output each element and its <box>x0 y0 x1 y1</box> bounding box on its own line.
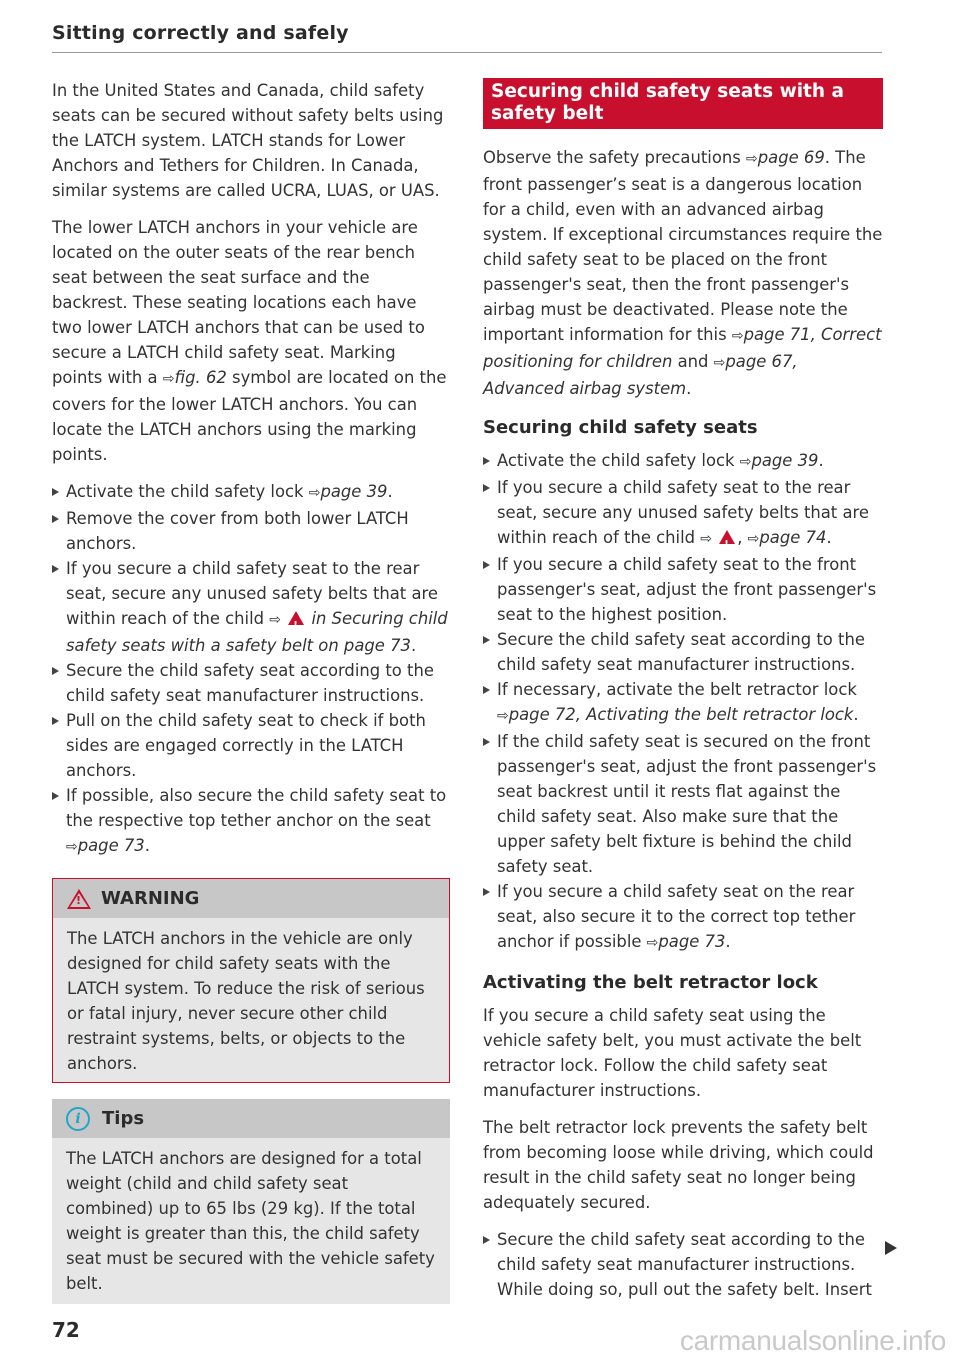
securing-steps-list <box>483 448 883 956</box>
list-item: If possible, also secure the child safety seat to the respective top tether anchor on the seat ⇨page 73. <box>52 783 450 860</box>
intro-paragraph: In the United States and Canada, child safety seats can be secured without safety belts using the LATCH system. LATCH stands for Lower Anchors and Tethers for Children. In Canada, similar systems are called UCRA, LUAS, or UAS. <box>52 81 444 200</box>
figure-link[interactable]: fig. 62 <box>174 368 227 387</box>
list-item: Pull on the child safety seat to check if both sides are engaged correctly in the LATCH anchors. <box>52 708 450 783</box>
right-column <box>483 78 883 1314</box>
retractor-steps-list <box>483 1227 883 1302</box>
section-title-bar <box>483 78 883 129</box>
latch-steps-list <box>52 479 450 860</box>
reference-arrow-icon: ⇨ <box>747 531 760 547</box>
left-column <box>52 78 450 1304</box>
watermark: carmanualsonline.info <box>679 1325 946 1356</box>
warning-triangle-icon <box>719 530 735 544</box>
reference-arrow-icon: ⇨ <box>646 935 659 951</box>
retractor-purpose-paragraph: The belt retractor lock prevents the safety belt from becoming loose while driving, which could result in the child safety seat no longer being adequately secured. <box>483 1118 874 1212</box>
subheading-activating: Activating the belt retractor lock <box>483 972 818 993</box>
reference-arrow-icon: ⇨ <box>308 485 321 501</box>
list-item: If you secure a child safety seat on the rear seat, also secure it to the correct top tether anchor if possible ⇨page 73. <box>483 879 883 956</box>
warning-header <box>53 879 449 918</box>
tips-box <box>52 1099 450 1304</box>
page-link[interactable]: page 67, Advanced airbag system <box>483 352 798 398</box>
subheading-securing: Securing child safety seats <box>483 417 758 438</box>
tips-title: Tips <box>102 1108 145 1129</box>
list-item: Remove the cover from both lower LATCH anchors. <box>52 506 450 556</box>
page-header-title: Sitting correctly and safely <box>52 22 349 44</box>
list-item: If you secure a child safety seat to the front passenger's seat, adjust the front passenger's seat to the highest position. <box>483 552 883 627</box>
continued-arrow-icon <box>885 1241 897 1255</box>
page-link[interactable]: page 72, Activating the belt retractor lock <box>508 705 854 724</box>
page-link[interactable]: page 69 <box>757 148 825 167</box>
page-link[interactable]: page 71, Correct positioning for children <box>483 325 882 371</box>
list-item: Secure the child safety seat according to the child safety seat manufacturer instructions. While doing so, pull out the safety belt. Insert <box>483 1227 883 1302</box>
latch-location-paragraph: The lower LATCH anchors in your vehicle are located on the outer seats of the rear bench seat between the seat surface and the backrest. These seating locations each have two lower LATCH anchors that can be used to secure a LATCH child safety seat. Marking points with a ⇨fig. 62 symbol are located on the covers for the lower LATCH anchors. You can locate the LATCH anchors using the marking points. <box>52 218 447 464</box>
warning-triangle-icon: ! <box>67 889 91 909</box>
reference-arrow-icon: ⇨ <box>162 371 175 387</box>
list-item: Secure the child safety seat according to the child safety seat manufacturer instructions. <box>52 658 450 708</box>
list-item: If you secure a child safety seat to the rear seat, secure any unused safety belts that are within reach of the child ⇨ ! in Securing child safety seats with a safety belt on page 73. <box>52 556 450 658</box>
page-link[interactable]: page 73 <box>77 836 145 855</box>
section-link[interactable]: in Securing child safety seats with a safety belt on page 73 <box>66 609 448 655</box>
list-item: If necessary, activate the belt retractor lock ⇨page 72, Activating the belt retractor lock. <box>483 677 883 729</box>
list-item: Secure the child safety seat according to the child safety seat manufacturer instructions. <box>483 627 883 677</box>
list-item: Activate the child safety lock ⇨page 39. <box>483 448 883 475</box>
warning-triangle-icon <box>288 611 304 625</box>
page-link[interactable]: page 39 <box>751 451 819 470</box>
page-number: 72 <box>52 1318 80 1342</box>
info-icon: i <box>66 1107 90 1131</box>
retractor-paragraph: If you secure a child safety seat using the vehicle safety belt, you must activate the belt retractor lock. Follow the child safety seat manufacturer instructions. <box>483 1006 862 1100</box>
safety-precautions-paragraph: Observe the safety precautions ⇨page 69. The front passenger’s seat is a dangerous location for a child, even with an advanced airbag system. If exceptional circumstances require the child safety seat to be placed on the front passenger's seat, then the front passenger's airbag must be deactivated. Please note the important information for this ⇨page 71, Correct positioning for children and ⇨page 67, Advanced airbag system. <box>483 148 883 398</box>
warning-title: WARNING <box>101 888 200 909</box>
reference-arrow-icon: ⇨ <box>497 708 509 724</box>
page-link[interactable]: page 73 <box>658 932 726 951</box>
warning-text: The LATCH anchors in the vehicle are only designed for child safety seats with the LATCH system. To reduce the risk of serious or fatal injury, never secure other child restraint systems, belts, or objects to the anchors. <box>67 929 425 1073</box>
reference-arrow-icon: ⇨ <box>66 839 78 855</box>
list-item: If you secure a child safety seat to the rear seat, secure any unused safety belts that are within reach of the child ⇨ ! , ⇨page 74. <box>483 475 883 552</box>
tips-header <box>52 1099 450 1138</box>
reference-arrow-icon: ⇨ <box>739 454 752 470</box>
reference-arrow-icon: ⇨ <box>700 531 713 547</box>
reference-arrow-icon: ⇨ <box>269 612 282 628</box>
reference-arrow-icon: ⇨ <box>746 151 758 167</box>
list-item: Activate the child safety lock ⇨page 39. <box>52 479 450 506</box>
warning-box <box>52 878 450 1083</box>
reference-arrow-icon: ⇨ <box>731 328 744 344</box>
section-title: Securing child safety seats with a safety belt <box>491 81 844 124</box>
page-header <box>52 22 882 53</box>
page-link[interactable]: page 39 <box>320 482 388 501</box>
list-item: If the child safety seat is secured on the front passenger's seat, adjust the front passenger's seat backrest until it rests flat against the child safety seat. Also make sure that the upper safety belt fixture is behind the child safety seat. <box>483 729 883 879</box>
reference-arrow-icon: ⇨ <box>713 355 726 371</box>
tips-text: The LATCH anchors are designed for a total weight (child and child safety seat combined) up to 65 lbs (29 kg). If the total weight is greater than this, the child safety seat must be secured with the vehicle safety belt. <box>66 1149 435 1293</box>
page-link[interactable]: page 74 <box>759 528 827 547</box>
